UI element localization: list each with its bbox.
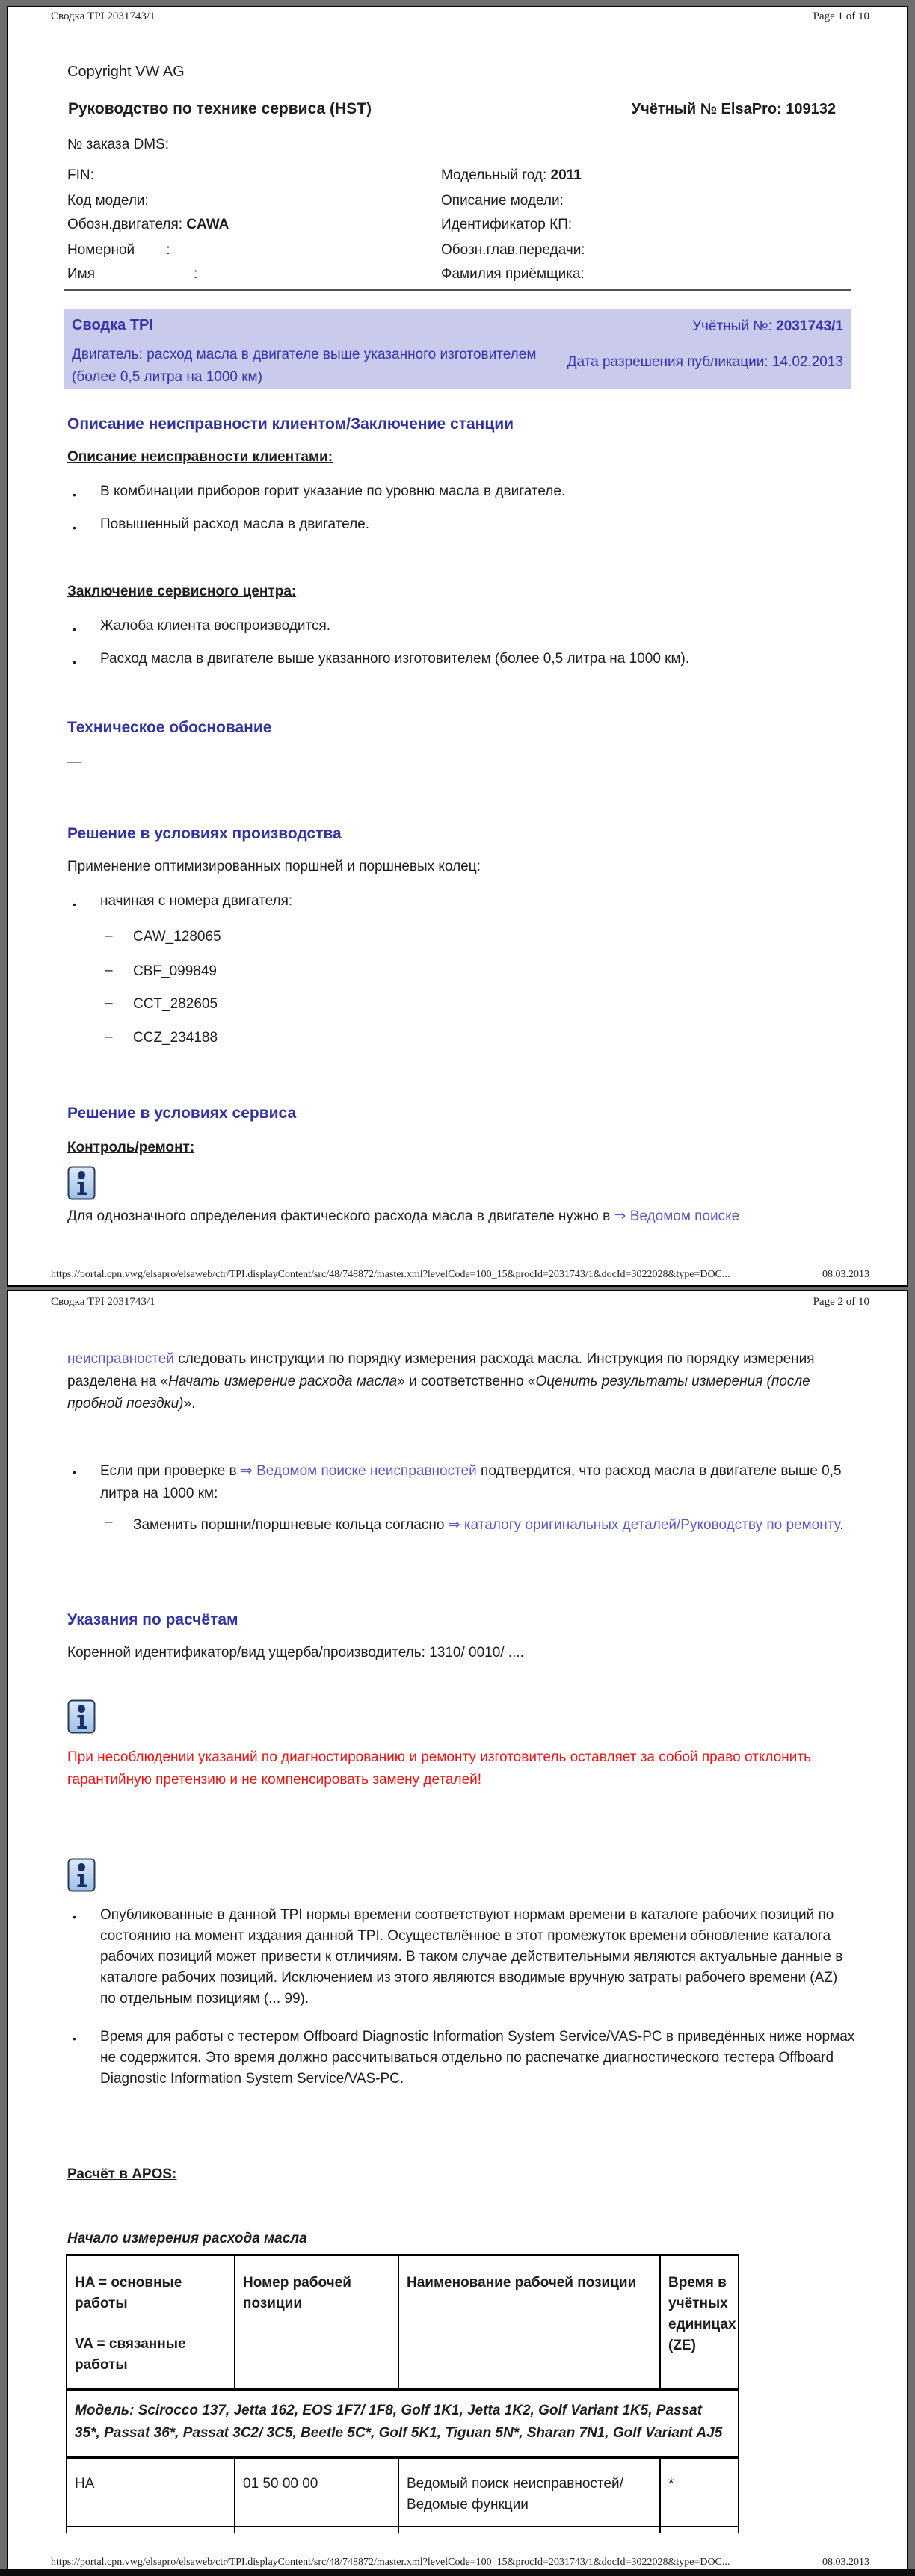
- customer-bullet-2: Повышенный расход масла в двигателе.: [100, 516, 369, 532]
- tpi-box-title: Сводка TPI: [72, 317, 153, 333]
- engine-label: Обозн.двигателя:: [67, 217, 187, 232]
- field-engine: [67, 216, 229, 234]
- cell-time-units: *: [659, 2459, 738, 2526]
- time-norms-bullet: Опубликованные в данной TPI нормы времени соответствуют нормам времени в каталоге рабочих позиций по состоянию на момент издания данной TPI. Осуществлённое в этот промежуток времени обновление каталога рабочих позиций может привести к отличиям. В таком случае действительными являются актуальные данные в каталоге рабочих позиций. Исключением из этого являются вводимые вручную затраты рабочего времени (AZ) по отдельным позициям (... 99).: [100, 1907, 843, 2007]
- model-list: Модель: Scirocco 137, Jetta 162, EOS 1F7/ 1F8, Golf 1K1, Jetta 1K2, Golf Variant 1K5, Passat 35*, Passat 36*, Passat 3C2/ 3C5, Beetle 5C*, Golf 5K1, Tiguan 5N*, Sharan 7N1, Golf Variant AJ5: [75, 2403, 723, 2441]
- tpi-summary-box: [64, 309, 851, 389]
- info-icon: [67, 1699, 96, 1734]
- tester-time-bullet: Время для работы с тестером Offboard Diagnostic Information System Service/VAS-PC в приведённых ниже нормах не содержится. Это время должно рассчитываться отдельно по распечатке диагностического тестера Offboard Diagnostic Information System Service/VAS-PC.: [100, 2029, 855, 2087]
- table-model-row: [67, 2391, 738, 2459]
- dash-marker: –: [105, 963, 113, 978]
- page-footer: [51, 1269, 869, 1281]
- cell-stub: [398, 2527, 659, 2533]
- section-title-fault-description: Описание неисправности клиентом/Заключение станции: [67, 416, 514, 433]
- fault-finding-link[interactable]: неисправностей: [67, 1351, 174, 1367]
- technical-background-body: —: [67, 754, 81, 770]
- info-icon: [67, 1166, 96, 1200]
- root-identifier-line: Коренной идентификатор/вид ущерба/производитель: 1310/ 0010/ ....: [67, 1645, 524, 1661]
- customer-bullet-1: В комбинации приборов горит указание по уровню масла в двигателе.: [100, 484, 566, 499]
- cell-position-number: 01 50 00 00: [234, 2459, 398, 2526]
- engine-number-4: CCZ_234188: [133, 1030, 218, 1045]
- dash-marker: –: [105, 995, 113, 1011]
- info-icon: [67, 1858, 96, 1892]
- oil-measurement-paragraph: [67, 1208, 739, 1226]
- bullet-marker: •: [73, 656, 76, 668]
- engine-code: CAWA: [186, 217, 229, 232]
- apos-calculation-label: Расчёт в APOS:: [67, 2166, 177, 2182]
- service-center-label: Заключение сервисного центра:: [67, 584, 297, 599]
- engine-number-2: CBF_099849: [133, 963, 217, 979]
- cell-stub: [67, 2527, 234, 2533]
- cell-stub: [659, 2527, 738, 2533]
- header-cell-work-type: [67, 2256, 234, 2388]
- section-title-production-solution: Решение в условиях производства: [67, 825, 342, 842]
- account-value: 2031743/1: [776, 318, 843, 334]
- evaluate-results-title: Оценить результаты измерения (после пробной поездки): [67, 1374, 810, 1412]
- bullet-marker: •: [73, 898, 76, 910]
- field-plate: Номерной :: [67, 242, 170, 258]
- field-gearbox-id: Идентификатор КП:: [441, 217, 573, 232]
- section-title-calculation-notes: Указания по расчётам: [67, 1611, 238, 1628]
- bullet-marker: •: [73, 623, 76, 635]
- page-header-right: Page 1 of 10: [813, 10, 869, 22]
- table-row-cut: [67, 2527, 738, 2533]
- bullet-marker: •: [73, 2033, 76, 2045]
- table-title: Начало измерения расхода масла: [67, 2231, 307, 2246]
- ha-legend: HA = основные работы: [75, 2275, 182, 2311]
- field-model-year: [441, 167, 582, 185]
- va-legend: VA = связанные работы: [75, 2336, 186, 2373]
- cell-work-type: HA: [75, 2476, 95, 2492]
- tpi-subject-line2: (более 0,5 литра на 1000 км): [72, 369, 262, 385]
- footer-date: 08.03.2013: [822, 1269, 869, 1280]
- header-cell-time-units: Время в учётных единицах (ZE): [659, 2256, 744, 2388]
- bullet-marker: •: [73, 522, 76, 534]
- bullet-marker: •: [73, 1911, 76, 1923]
- header-cell-position-number: Номер рабочей позиции: [234, 2256, 398, 2388]
- bullet-marker: •: [73, 489, 76, 501]
- check-condition-bullet: [100, 1460, 857, 1505]
- guided-fault-finding-link[interactable]: ⇒ Ведомом поиске: [614, 1208, 740, 1224]
- cell-position-name: Ведомый поиск неисправностей/Ведомые функции: [398, 2459, 659, 2526]
- section-title-service-solution: Решение в условиях сервиса: [67, 1105, 297, 1122]
- parts-catalogue-link[interactable]: ⇒ каталогу оригинальных деталей/Руководству по ремонту: [448, 1517, 840, 1533]
- elsapro-number: Учётный № ElsaPro: 109132: [631, 101, 836, 117]
- continuation-text-a: следовать инструкции по порядку измерения расхода масла. Инструкция по порядку измерения разделена на «: [67, 1351, 815, 1389]
- guided-fault-finding-link[interactable]: ⇒ Ведомом поиске неисправностей: [240, 1463, 477, 1479]
- account-label: Учётный №:: [691, 318, 777, 334]
- field-model-code: Код модели:: [67, 193, 149, 209]
- page-footer: [51, 2557, 869, 2569]
- engine-number-1: CAW_128065: [133, 929, 221, 945]
- doc-title: Руководство по технике сервиса (HST): [68, 100, 372, 117]
- engine-number-bullet: начиная с номера двигателя:: [100, 893, 293, 909]
- page-header-right: Page 2 of 10: [813, 1296, 869, 1308]
- control-repair-label: Контроль/ремонт:: [67, 1140, 195, 1155]
- continuation-paragraph: [67, 1348, 851, 1415]
- page-header-left: Сводка TPI 2031743/1: [51, 10, 155, 22]
- service-bullet-1: Жалоба клиента воспроизводится.: [100, 618, 331, 634]
- footer-url: https://portal.cpn.vwg/elsapro/elsaweb/ctr/TPI.displayContent/src/48/748872/master.xml?levelCode=100_15&procId=2031743/1&docId=3022028&type=DOC...: [51, 1269, 730, 1280]
- footer-date: 08.03.2013: [822, 2557, 869, 2568]
- table-row: [67, 2459, 738, 2527]
- check-text-a: Если при проверке в: [100, 1463, 241, 1479]
- viewport-bottom-edge: [0, 2569, 915, 2576]
- cell-stub: [234, 2527, 398, 2533]
- model-year-value: 2011: [550, 167, 582, 183]
- model-year-label: Модельный год:: [441, 167, 551, 183]
- field-receiver: Фамилия приёмщика:: [441, 266, 585, 282]
- replace-text-a: Заменить поршни/поршневые кольца согласно: [133, 1517, 449, 1533]
- work-positions-table: [66, 2254, 739, 2533]
- table-header-row: [67, 2256, 738, 2391]
- field-model-desc: Описание модели:: [441, 193, 564, 209]
- tpi-pub-date: Дата разрешения публикации: 14.02.2013: [567, 354, 843, 370]
- engine-number-3: CCT_282605: [133, 996, 218, 1012]
- bullet-marker: •: [73, 1466, 76, 1478]
- production-solution-intro: Применение оптимизированных поршней и поршневых колец:: [67, 859, 481, 874]
- page-1: [7, 6, 908, 1287]
- continuation-text-b: » и соответственно «: [397, 1374, 536, 1389]
- field-name: Имя :: [67, 266, 198, 282]
- page-header-left: Сводка TPI 2031743/1: [51, 1296, 155, 1308]
- dash-marker: –: [105, 928, 113, 944]
- divider: [64, 289, 851, 291]
- tpi-subject-line1: Двигатель: расход масла в двигателе выше указанного изготовителем: [72, 347, 537, 362]
- field-order-dms: № заказа DMS:: [67, 137, 170, 152]
- replace-pistons-item: [133, 1514, 857, 1536]
- footer-url: https://portal.cpn.vwg/elsapro/elsaweb/ctr/TPI.displayContent/src/48/748872/master.xml?levelCode=100_15&procId=2031743/1&docId=3022028&type=DOC...: [51, 2557, 730, 2568]
- replace-text-b: .: [839, 1517, 844, 1533]
- check-text-b: подтвердится, что расход масла в двигателе выше 0,5 литра на 1000 км:: [100, 1463, 842, 1501]
- customer-complaint-label: Описание неисправности клиентами:: [67, 449, 333, 465]
- copyright-line: Copyright VW AG: [67, 64, 185, 80]
- header-cell-position-name: Наименование рабочей позиции: [398, 2256, 659, 2388]
- field-fin: FIN:: [67, 167, 94, 183]
- page-2: [7, 1290, 908, 2576]
- dash-marker: –: [105, 1029, 113, 1045]
- dash-marker: –: [105, 1514, 113, 1530]
- section-title-technical-background: Техническое обоснование: [67, 719, 272, 736]
- continuation-text-c: ».: [183, 1396, 196, 1412]
- field-final-drive: Обозн.глав.передачи:: [441, 242, 585, 258]
- oil-paragraph-text: Для однозначного определения фактического расхода масла в двигателе нужно в: [67, 1208, 614, 1224]
- warranty-warning: При несоблюдении указаний по диагностированию и ремонту изготовитель оставляет за собой право отклонить гарантийную претензию и не компенсировать замену деталей!: [67, 1749, 811, 1788]
- service-bullet-2: Расход масла в двигателе выше указанного изготовителем (более 0,5 литра на 1000 км).: [100, 651, 690, 667]
- tpi-account-number: [692, 318, 843, 336]
- start-measurement-title: Начать измерение расхода масла: [168, 1374, 398, 1389]
